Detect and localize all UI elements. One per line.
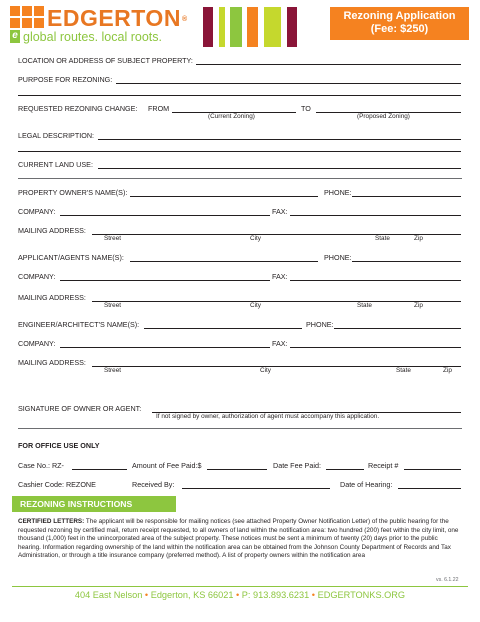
bullet-icon: • bbox=[311, 590, 316, 600]
owner-phone-label: PHONE: bbox=[324, 188, 352, 197]
agent-company-label: COMPANY: bbox=[18, 272, 56, 281]
engineer-mailing-label: MAILING ADDRESS: bbox=[18, 358, 86, 367]
agent-fax-field[interactable] bbox=[290, 280, 461, 281]
signature-label: SIGNATURE OF OWNER OR AGENT: bbox=[18, 404, 142, 413]
hearing-date-label: Date of Hearing: bbox=[340, 480, 393, 489]
date-fee-paid-label: Date Fee Paid: bbox=[273, 461, 321, 470]
bullet-icon: • bbox=[236, 590, 240, 600]
owner-phone-field[interactable] bbox=[352, 196, 461, 197]
cashier-code-label: Cashier Code: REZONE bbox=[18, 480, 96, 489]
engineer-state-caption: State bbox=[396, 367, 411, 374]
owner-company-field[interactable] bbox=[60, 215, 270, 216]
agent-fax-label: FAX: bbox=[272, 272, 288, 281]
logo-block-icon bbox=[34, 6, 44, 16]
engineer-names-label: ENGINEER/ARCHITECT'S NAME(S): bbox=[18, 320, 140, 329]
instructions-body: The applicant will be responsible for mailing notices (see attached Property Owner Notification Letter) of the public hearing for the requested rezoning by certified mail, return receipt requested, to all owners of land within the notification area: two hundred (200) feet within the city limit, one thousand (1,000) feet in the unincorporated area of the subject property. These notices must be sent a minimum of twenty (20) days prior to the public hearing. Information regarding ownership of the land within the notification area can be obtained from the Johnson County Department of Records and Tax Administration, or through a title insurance company (preferred method). A list of property owners within the notification area bbox=[18, 518, 459, 560]
owner-names-field[interactable] bbox=[130, 196, 318, 197]
agent-mailing-label: MAILING ADDRESS: bbox=[18, 293, 86, 302]
signature-note: If not signed by owner, authorization of agent must accompany this application. bbox=[156, 413, 380, 420]
to-label: TO bbox=[301, 104, 311, 113]
owner-mailing-label: MAILING ADDRESS: bbox=[18, 226, 86, 235]
title-fee: (Fee: $250) bbox=[370, 23, 429, 35]
owner-zip-caption: Zip bbox=[414, 235, 423, 242]
purpose-label: PURPOSE FOR REZONING: bbox=[18, 75, 113, 84]
agent-zip-caption: Zip bbox=[414, 302, 423, 309]
location-label: LOCATION OR ADDRESS OF SUBJECT PROPERTY: bbox=[18, 56, 193, 65]
engineer-names-field[interactable] bbox=[144, 328, 302, 329]
color-bar-maroon-2 bbox=[287, 7, 297, 47]
owner-state-caption: State bbox=[375, 235, 390, 242]
rezoning-change-label: REQUESTED REZONING CHANGE: bbox=[18, 104, 138, 113]
instructions-heading: REZONING INSTRUCTIONS bbox=[12, 496, 176, 512]
owner-names-label: PROPERTY OWNER'S NAME(S): bbox=[18, 188, 128, 197]
land-use-label: CURRENT LAND USE: bbox=[18, 160, 93, 169]
legal-description-field-2[interactable] bbox=[18, 151, 461, 152]
land-use-field[interactable] bbox=[98, 168, 461, 169]
engineer-city-caption: City bbox=[260, 367, 272, 374]
case-no-field[interactable] bbox=[72, 469, 127, 470]
purpose-field[interactable] bbox=[116, 83, 461, 84]
color-bar-maroon bbox=[203, 7, 213, 47]
agent-company-field[interactable] bbox=[60, 280, 270, 281]
color-bar-lime-wide bbox=[264, 7, 281, 47]
hearing-date-field[interactable] bbox=[398, 488, 461, 489]
agent-mailing-field[interactable] bbox=[92, 301, 461, 302]
logo-block-icon bbox=[22, 6, 32, 16]
agent-names-label: APPLICANT/AGENTS NAME(S): bbox=[18, 253, 124, 262]
agent-phone-label: PHONE: bbox=[324, 253, 352, 262]
engineer-phone-field[interactable] bbox=[334, 328, 461, 329]
fee-paid-field[interactable] bbox=[207, 469, 267, 470]
engineer-fax-field[interactable] bbox=[290, 347, 461, 348]
received-by-field[interactable] bbox=[182, 488, 330, 489]
proposed-zoning-caption: (Proposed Zoning) bbox=[357, 113, 410, 120]
logo-e-icon: e bbox=[10, 30, 20, 43]
title-line-1: Rezoning Application bbox=[343, 10, 456, 22]
logo-block-icon bbox=[34, 18, 44, 28]
version-label: vs. 6.1.22 bbox=[436, 577, 459, 583]
legal-description-field[interactable] bbox=[98, 139, 461, 140]
footer-website[interactable]: EDGERTONKS.ORG bbox=[317, 590, 406, 600]
engineer-phone-label: PHONE: bbox=[306, 320, 334, 329]
owner-mailing-field[interactable] bbox=[92, 234, 461, 235]
owner-street-caption: Street bbox=[104, 235, 122, 242]
owner-fax-label: FAX: bbox=[272, 207, 288, 216]
agent-street-caption: Street bbox=[104, 302, 122, 309]
fee-paid-label: Amount of Fee Paid:$ bbox=[132, 461, 202, 470]
agent-names-field[interactable] bbox=[130, 261, 318, 262]
current-zoning-caption: (Current Zoning) bbox=[208, 113, 255, 120]
agent-phone-field[interactable] bbox=[352, 261, 461, 262]
received-by-label: Received By: bbox=[132, 480, 175, 489]
color-bar-orange bbox=[247, 7, 258, 47]
section-divider-office bbox=[18, 428, 462, 429]
footer-divider bbox=[12, 586, 468, 587]
logo-block-icon bbox=[22, 18, 32, 28]
legal-description-label: LEGAL DESCRIPTION: bbox=[18, 131, 95, 140]
footer-address: 404 East Nelson bbox=[74, 590, 143, 600]
engineer-company-label: COMPANY: bbox=[18, 339, 56, 348]
owner-city-caption: City bbox=[250, 235, 262, 242]
footer-phone: P: 913.893.6231 bbox=[241, 590, 310, 600]
engineer-fax-label: FAX: bbox=[272, 339, 288, 348]
color-bar-lime bbox=[219, 7, 225, 47]
tagline: global routes. local roots. bbox=[23, 30, 162, 44]
location-field[interactable] bbox=[196, 64, 461, 65]
engineer-company-field[interactable] bbox=[60, 347, 270, 348]
date-fee-paid-field[interactable] bbox=[326, 469, 364, 470]
receipt-label: Receipt # bbox=[368, 461, 399, 470]
case-no-label: Case No.: RZ- bbox=[18, 461, 64, 470]
logo-block-icon bbox=[10, 18, 20, 28]
office-use-heading: FOR OFFICE USE ONLY bbox=[18, 441, 100, 450]
purpose-field-2[interactable] bbox=[18, 95, 461, 96]
trademark: ® bbox=[181, 16, 188, 23]
logo-block-icon bbox=[10, 6, 20, 16]
engineer-zip-caption: Zip bbox=[443, 367, 452, 374]
section-divider bbox=[18, 178, 462, 179]
bullet-icon: • bbox=[144, 590, 149, 600]
footer-city: Edgerton, KS 66021 bbox=[150, 590, 234, 600]
agent-state-caption: State bbox=[357, 302, 372, 309]
color-bar-green bbox=[230, 7, 242, 47]
engineer-street-caption: Street bbox=[104, 367, 122, 374]
instructions-lead: CERTIFIED LETTERS: bbox=[18, 518, 85, 525]
owner-company-label: COMPANY: bbox=[18, 207, 56, 216]
owner-fax-field[interactable] bbox=[290, 215, 461, 216]
brand-name: EDGERTON bbox=[47, 5, 181, 31]
from-label: FROM bbox=[148, 104, 170, 113]
receipt-field[interactable] bbox=[404, 469, 461, 470]
instructions-paragraph bbox=[18, 518, 460, 561]
agent-city-caption: City bbox=[250, 302, 262, 309]
footer bbox=[0, 590, 480, 600]
application-title bbox=[330, 7, 469, 40]
